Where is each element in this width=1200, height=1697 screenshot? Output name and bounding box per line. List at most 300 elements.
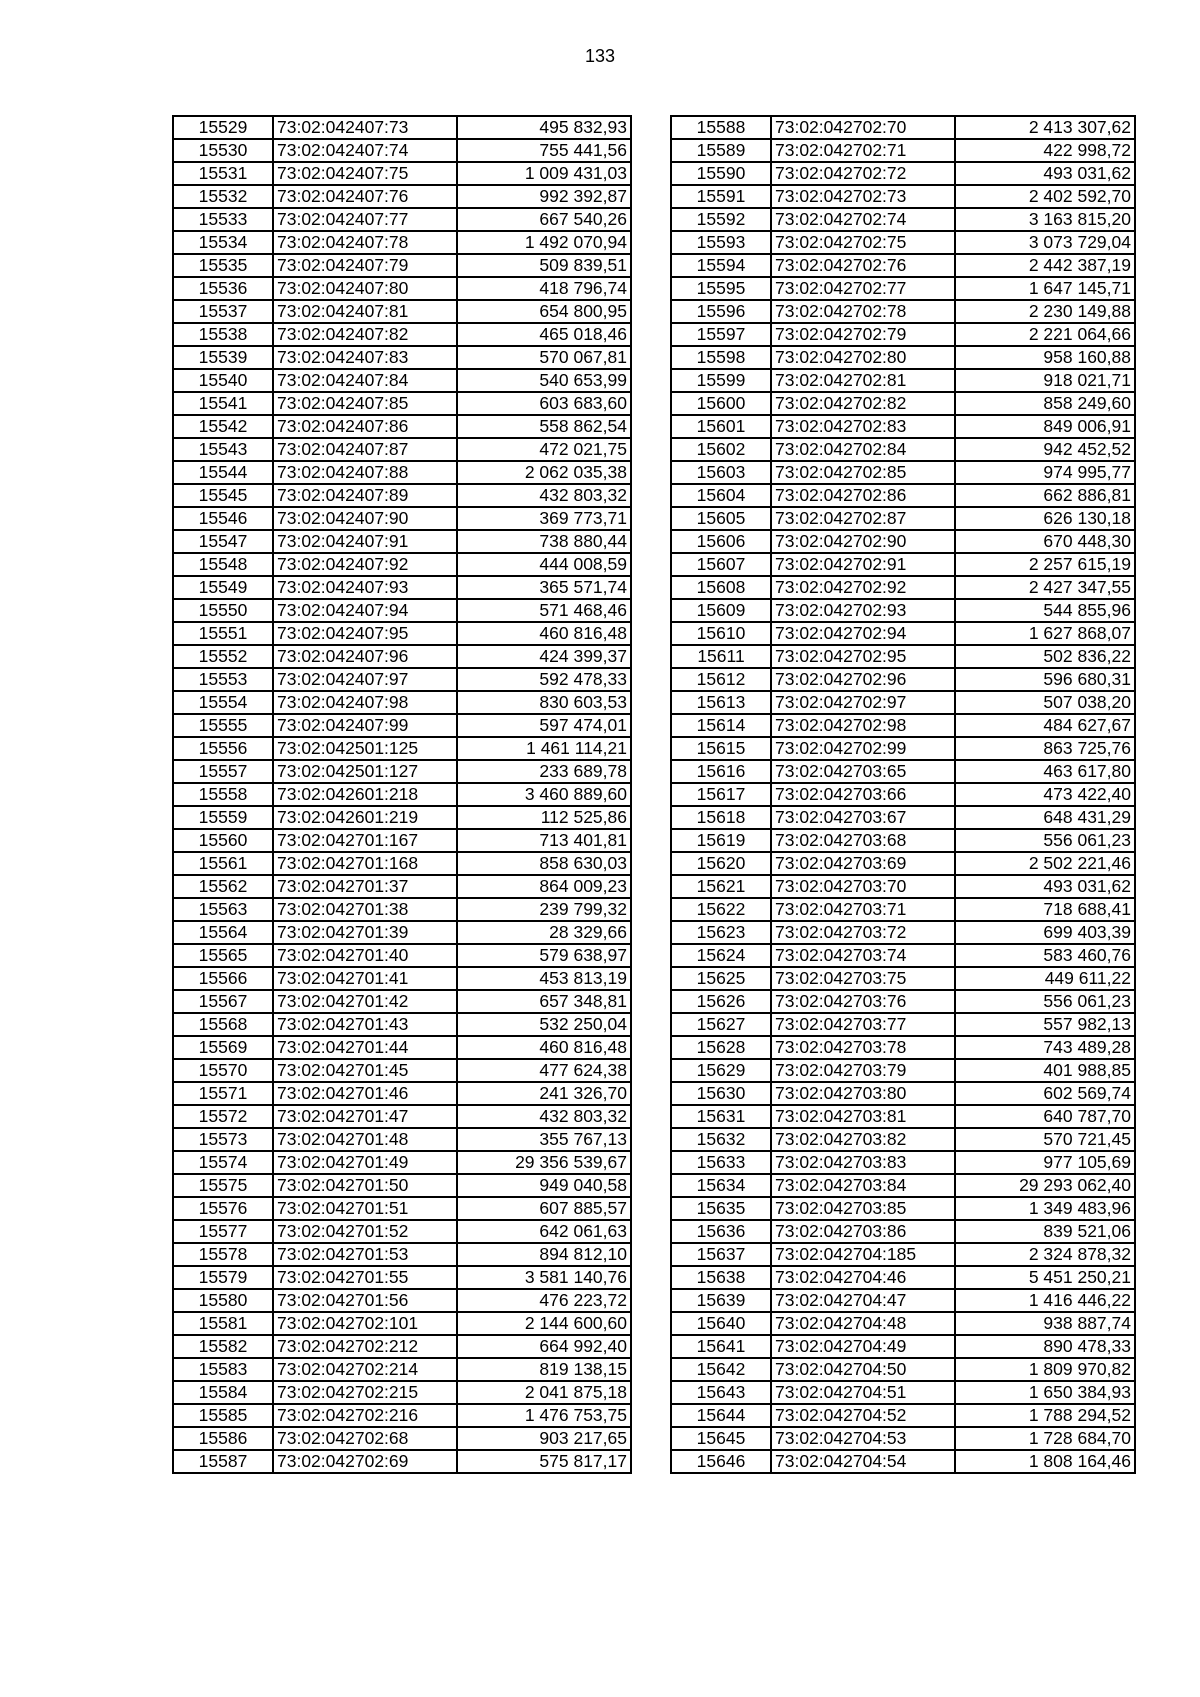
cadastral-number-cell: 73:02:042702:81	[771, 369, 955, 392]
row-number-cell: 15577	[173, 1220, 273, 1243]
table-row	[173, 852, 631, 875]
row-number-cell: 15615	[671, 737, 771, 760]
cadastral-value-cell: 424 399,37	[457, 645, 631, 668]
table-row	[671, 1151, 1135, 1174]
cadastral-number-cell: 73:02:042407:79	[273, 254, 457, 277]
row-number-cell: 15629	[671, 1059, 771, 1082]
cadastral-number-cell: 73:02:042702:84	[771, 438, 955, 461]
table-row	[173, 1358, 631, 1381]
table-row	[671, 461, 1135, 484]
cadastral-value-cell: 1 809 970,82	[955, 1358, 1135, 1381]
cadastral-number-cell: 73:02:042702:79	[771, 323, 955, 346]
cadastral-number-cell: 73:02:042702:93	[771, 599, 955, 622]
cadastral-value-cell: 890 478,33	[955, 1335, 1135, 1358]
table-row	[671, 714, 1135, 737]
table-row	[173, 1082, 631, 1105]
cadastral-value-cell: 642 061,63	[457, 1220, 631, 1243]
row-number-cell: 15573	[173, 1128, 273, 1151]
cadastral-value-cell: 476 223,72	[457, 1289, 631, 1312]
row-number-cell: 15584	[173, 1381, 273, 1404]
table-row	[173, 898, 631, 921]
cadastral-value-cell: 657 348,81	[457, 990, 631, 1013]
table-row	[671, 737, 1135, 760]
row-number-cell: 15619	[671, 829, 771, 852]
row-number-cell: 15607	[671, 553, 771, 576]
table-row	[173, 231, 631, 254]
row-number-cell: 15532	[173, 185, 273, 208]
cadastral-number-cell: 73:02:042702:95	[771, 645, 955, 668]
table-row	[173, 346, 631, 369]
cadastral-value-cell: 2 402 592,70	[955, 185, 1135, 208]
row-number-cell: 15646	[671, 1450, 771, 1473]
cadastral-number-cell: 73:02:042703:79	[771, 1059, 955, 1082]
table-row	[671, 944, 1135, 967]
cadastral-number-cell: 73:02:042701:40	[273, 944, 457, 967]
row-number-cell: 15563	[173, 898, 273, 921]
table-row	[173, 1128, 631, 1151]
cadastral-value-cell: 2 427 347,55	[955, 576, 1135, 599]
cadastral-value-cell: 540 653,99	[457, 369, 631, 392]
cadastral-value-cell: 1 650 384,93	[955, 1381, 1135, 1404]
cadastral-value-cell: 575 817,17	[457, 1450, 631, 1473]
table-row	[173, 1427, 631, 1450]
cadastral-value-cell: 654 800,95	[457, 300, 631, 323]
row-number-cell: 15627	[671, 1013, 771, 1036]
cadastral-value-cell: 2 041 875,18	[457, 1381, 631, 1404]
cadastral-number-cell: 73:02:042703:70	[771, 875, 955, 898]
row-number-cell: 15587	[173, 1450, 273, 1473]
cadastral-number-cell: 73:02:042702:68	[273, 1427, 457, 1450]
row-number-cell: 15576	[173, 1197, 273, 1220]
cadastral-number-cell: 73:02:042702:94	[771, 622, 955, 645]
cadastral-value-cell: 112 525,86	[457, 806, 631, 829]
cadastral-number-cell: 73:02:042701:51	[273, 1197, 457, 1220]
cadastral-value-cell: 502 836,22	[955, 645, 1135, 668]
cadastral-number-cell: 73:02:042703:85	[771, 1197, 955, 1220]
cadastral-value-cell: 3 073 729,04	[955, 231, 1135, 254]
table-row	[173, 1243, 631, 1266]
cadastral-number-cell: 73:02:042701:47	[273, 1105, 457, 1128]
table-row	[671, 231, 1135, 254]
row-number-cell: 15553	[173, 668, 273, 691]
table-row	[671, 921, 1135, 944]
cadastral-value-cell: 670 448,30	[955, 530, 1135, 553]
cadastral-number-cell: 73:02:042703:76	[771, 990, 955, 1013]
table-row	[173, 576, 631, 599]
cadastral-value-cell: 5 451 250,21	[955, 1266, 1135, 1289]
cadastral-value-cell: 1 416 446,22	[955, 1289, 1135, 1312]
row-number-cell: 15603	[671, 461, 771, 484]
row-number-cell: 15568	[173, 1013, 273, 1036]
table-row	[173, 1105, 631, 1128]
cadastral-number-cell: 73:02:042702:96	[771, 668, 955, 691]
cadastral-value-cell: 903 217,65	[457, 1427, 631, 1450]
table-row	[173, 162, 631, 185]
cadastral-value-cell: 849 006,91	[955, 415, 1135, 438]
cadastral-number-cell: 73:02:042407:94	[273, 599, 457, 622]
table-row	[671, 162, 1135, 185]
row-number-cell: 15589	[671, 139, 771, 162]
row-number-cell: 15605	[671, 507, 771, 530]
row-number-cell: 15611	[671, 645, 771, 668]
row-number-cell: 15562	[173, 875, 273, 898]
cadastral-value-cell: 830 603,53	[457, 691, 631, 714]
table-row	[671, 553, 1135, 576]
row-number-cell: 15554	[173, 691, 273, 714]
cadastral-value-cell: 2 221 064,66	[955, 323, 1135, 346]
row-number-cell: 15569	[173, 1036, 273, 1059]
cadastral-number-cell: 73:02:042702:72	[771, 162, 955, 185]
row-number-cell: 15593	[671, 231, 771, 254]
table-row	[671, 323, 1135, 346]
cadastral-number-cell: 73:02:042702:73	[771, 185, 955, 208]
cadastral-value-cell: 532 250,04	[457, 1013, 631, 1036]
table-row	[173, 668, 631, 691]
table-row	[173, 714, 631, 737]
table-row	[671, 1036, 1135, 1059]
cadastral-value-cell: 664 992,40	[457, 1335, 631, 1358]
cadastral-number-cell: 73:02:042702:212	[273, 1335, 457, 1358]
cadastral-value-cell: 2 230 149,88	[955, 300, 1135, 323]
table-row	[173, 944, 631, 967]
cadastral-number-cell: 73:02:042703:74	[771, 944, 955, 967]
cadastral-number-cell: 73:02:042703:83	[771, 1151, 955, 1174]
row-number-cell: 15599	[671, 369, 771, 392]
cadastral-value-cell: 918 021,71	[955, 369, 1135, 392]
cadastral-number-cell: 73:02:042701:41	[273, 967, 457, 990]
cadastral-number-cell: 73:02:042407:75	[273, 162, 457, 185]
row-number-cell: 15559	[173, 806, 273, 829]
table-row	[671, 760, 1135, 783]
cadastral-number-cell: 73:02:042407:80	[273, 277, 457, 300]
cadastral-number-cell: 73:02:042407:97	[273, 668, 457, 691]
cadastral-value-cell: 597 474,01	[457, 714, 631, 737]
row-number-cell: 15638	[671, 1266, 771, 1289]
row-number-cell: 15618	[671, 806, 771, 829]
table-row	[671, 898, 1135, 921]
table-row	[671, 967, 1135, 990]
table-row	[173, 1450, 631, 1473]
cadastral-value-cell: 1 647 145,71	[955, 277, 1135, 300]
row-number-cell: 15614	[671, 714, 771, 737]
table-row	[173, 415, 631, 438]
cadastral-value-cell: 648 431,29	[955, 806, 1135, 829]
table-row	[173, 829, 631, 852]
cadastral-number-cell: 73:02:042701:43	[273, 1013, 457, 1036]
cadastral-value-cell: 477 624,38	[457, 1059, 631, 1082]
table-row	[173, 599, 631, 622]
cadastral-number-cell: 73:02:042703:65	[771, 760, 955, 783]
cadastral-value-cell: 355 767,13	[457, 1128, 631, 1151]
cadastral-value-cell: 460 816,48	[457, 622, 631, 645]
cadastral-number-cell: 73:02:042702:90	[771, 530, 955, 553]
cadastral-value-cell: 418 796,74	[457, 277, 631, 300]
cadastral-number-cell: 73:02:042703:81	[771, 1105, 955, 1128]
row-number-cell: 15622	[671, 898, 771, 921]
row-number-cell: 15535	[173, 254, 273, 277]
cadastral-value-cell: 958 160,88	[955, 346, 1135, 369]
row-number-cell: 15602	[671, 438, 771, 461]
row-number-cell: 15640	[671, 1312, 771, 1335]
cadastral-number-cell: 73:02:042703:80	[771, 1082, 955, 1105]
cadastral-value-cell: 233 689,78	[457, 760, 631, 783]
row-number-cell: 15575	[173, 1174, 273, 1197]
cadastral-value-cell: 602 569,74	[955, 1082, 1135, 1105]
cadastral-value-cell: 2 144 600,60	[457, 1312, 631, 1335]
table-row	[671, 277, 1135, 300]
row-number-cell: 15551	[173, 622, 273, 645]
table-row	[671, 1289, 1135, 1312]
cadastral-value-cell: 484 627,67	[955, 714, 1135, 737]
cadastral-number-cell: 73:02:042703:82	[771, 1128, 955, 1151]
cadastral-value-cell: 858 630,03	[457, 852, 631, 875]
row-number-cell: 15636	[671, 1220, 771, 1243]
table-row	[173, 1036, 631, 1059]
cadastral-number-cell: 73:02:042704:53	[771, 1427, 955, 1450]
cadastral-number-cell: 73:02:042701:49	[273, 1151, 457, 1174]
cadastral-number-cell: 73:02:042407:76	[273, 185, 457, 208]
cadastral-value-cell: 3 163 815,20	[955, 208, 1135, 231]
cadastral-value-cell: 444 008,59	[457, 553, 631, 576]
row-number-cell: 15610	[671, 622, 771, 645]
cadastral-number-cell: 73:02:042407:88	[273, 461, 457, 484]
row-number-cell: 15541	[173, 392, 273, 415]
table-row	[671, 691, 1135, 714]
cadastral-value-cell: 743 489,28	[955, 1036, 1135, 1059]
cadastral-table-left	[172, 115, 632, 1474]
cadastral-number-cell: 73:02:042703:78	[771, 1036, 955, 1059]
cadastral-number-cell: 73:02:042703:69	[771, 852, 955, 875]
table-row	[671, 668, 1135, 691]
row-number-cell: 15530	[173, 139, 273, 162]
table-row	[173, 1151, 631, 1174]
row-number-cell: 15643	[671, 1381, 771, 1404]
row-number-cell: 15588	[671, 116, 771, 139]
table-row	[671, 576, 1135, 599]
table-row	[671, 1381, 1135, 1404]
row-number-cell: 15642	[671, 1358, 771, 1381]
cadastral-number-cell: 73:02:042704:54	[771, 1450, 955, 1473]
cadastral-value-cell: 992 392,87	[457, 185, 631, 208]
cadastral-number-cell: 73:02:042702:214	[273, 1358, 457, 1381]
cadastral-value-cell: 949 040,58	[457, 1174, 631, 1197]
row-number-cell: 15537	[173, 300, 273, 323]
cadastral-number-cell: 73:02:042601:219	[273, 806, 457, 829]
table-row	[671, 185, 1135, 208]
table-row	[173, 1312, 631, 1335]
table-row	[173, 645, 631, 668]
row-number-cell: 15567	[173, 990, 273, 1013]
row-number-cell: 15641	[671, 1335, 771, 1358]
row-number-cell: 15534	[173, 231, 273, 254]
cadastral-number-cell: 73:02:042704:50	[771, 1358, 955, 1381]
table-row	[173, 553, 631, 576]
row-number-cell: 15543	[173, 438, 273, 461]
table-row	[173, 1335, 631, 1358]
row-number-cell: 15630	[671, 1082, 771, 1105]
table-row	[173, 530, 631, 553]
cadastral-value-cell: 667 540,26	[457, 208, 631, 231]
row-number-cell: 15617	[671, 783, 771, 806]
row-number-cell: 15533	[173, 208, 273, 231]
table-row	[173, 1289, 631, 1312]
row-number-cell: 15560	[173, 829, 273, 852]
row-number-cell: 15625	[671, 967, 771, 990]
table-row	[173, 783, 631, 806]
cadastral-value-cell: 858 249,60	[955, 392, 1135, 415]
cadastral-number-cell: 73:02:042407:87	[273, 438, 457, 461]
table-row	[173, 323, 631, 346]
table-row	[671, 507, 1135, 530]
table-row	[173, 254, 631, 277]
cadastral-value-cell: 596 680,31	[955, 668, 1135, 691]
cadastral-value-cell: 863 725,76	[955, 737, 1135, 760]
cadastral-number-cell: 73:02:042702:80	[771, 346, 955, 369]
cadastral-number-cell: 73:02:042701:46	[273, 1082, 457, 1105]
cadastral-value-cell: 365 571,74	[457, 576, 631, 599]
cadastral-number-cell: 73:02:042702:99	[771, 737, 955, 760]
cadastral-number-cell: 73:02:042704:52	[771, 1404, 955, 1427]
cadastral-value-cell: 472 021,75	[457, 438, 631, 461]
cadastral-value-cell: 2 062 035,38	[457, 461, 631, 484]
row-number-cell: 15578	[173, 1243, 273, 1266]
table-row	[173, 1059, 631, 1082]
cadastral-value-cell: 662 886,81	[955, 484, 1135, 507]
row-number-cell: 15531	[173, 162, 273, 185]
row-number-cell: 15598	[671, 346, 771, 369]
table-row	[671, 369, 1135, 392]
row-number-cell: 15566	[173, 967, 273, 990]
cadastral-number-cell: 73:02:042407:86	[273, 415, 457, 438]
cadastral-number-cell: 73:02:042703:77	[771, 1013, 955, 1036]
table-row	[173, 507, 631, 530]
cadastral-value-cell: 473 422,40	[955, 783, 1135, 806]
cadastral-number-cell: 73:02:042704:48	[771, 1312, 955, 1335]
cadastral-number-cell: 73:02:042407:98	[273, 691, 457, 714]
row-number-cell: 15529	[173, 116, 273, 139]
row-number-cell: 15539	[173, 346, 273, 369]
cadastral-number-cell: 73:02:042701:55	[273, 1266, 457, 1289]
row-number-cell: 15631	[671, 1105, 771, 1128]
row-number-cell: 15546	[173, 507, 273, 530]
table-row	[173, 875, 631, 898]
row-number-cell: 15545	[173, 484, 273, 507]
cadastral-number-cell: 73:02:042701:48	[273, 1128, 457, 1151]
cadastral-value-cell: 556 061,23	[955, 990, 1135, 1013]
row-number-cell: 15626	[671, 990, 771, 1013]
cadastral-value-cell: 839 521,06	[955, 1220, 1135, 1243]
cadastral-value-cell: 239 799,32	[457, 898, 631, 921]
cadastral-number-cell: 73:02:042702:101	[273, 1312, 457, 1335]
cadastral-value-cell: 432 803,32	[457, 484, 631, 507]
table-row	[671, 1220, 1135, 1243]
cadastral-number-cell: 73:02:042702:85	[771, 461, 955, 484]
row-number-cell: 15644	[671, 1404, 771, 1427]
row-number-cell: 15565	[173, 944, 273, 967]
cadastral-value-cell: 1 808 164,46	[955, 1450, 1135, 1473]
cadastral-value-cell: 495 832,93	[457, 116, 631, 139]
cadastral-number-cell: 73:02:042407:93	[273, 576, 457, 599]
table-row	[671, 1450, 1135, 1473]
row-number-cell: 15628	[671, 1036, 771, 1059]
table-row	[173, 1197, 631, 1220]
row-number-cell: 15613	[671, 691, 771, 714]
cadastral-number-cell: 73:02:042407:92	[273, 553, 457, 576]
table-row	[671, 829, 1135, 852]
cadastral-number-cell: 73:02:042701:167	[273, 829, 457, 852]
table-row	[173, 1174, 631, 1197]
cadastral-value-cell: 626 130,18	[955, 507, 1135, 530]
row-number-cell: 15621	[671, 875, 771, 898]
cadastral-number-cell: 73:02:042703:71	[771, 898, 955, 921]
cadastral-number-cell: 73:02:042702:75	[771, 231, 955, 254]
row-number-cell: 15600	[671, 392, 771, 415]
row-number-cell: 15557	[173, 760, 273, 783]
table-row	[671, 1013, 1135, 1036]
row-number-cell: 15561	[173, 852, 273, 875]
row-number-cell: 15555	[173, 714, 273, 737]
row-number-cell: 15639	[671, 1289, 771, 1312]
cadastral-number-cell: 73:02:042702:71	[771, 139, 955, 162]
table-row	[173, 622, 631, 645]
cadastral-number-cell: 73:02:042702:76	[771, 254, 955, 277]
row-number-cell: 15612	[671, 668, 771, 691]
cadastral-value-cell: 571 468,46	[457, 599, 631, 622]
row-number-cell: 15633	[671, 1151, 771, 1174]
cadastral-number-cell: 73:02:042703:66	[771, 783, 955, 806]
cadastral-number-cell: 73:02:042702:87	[771, 507, 955, 530]
cadastral-number-cell: 73:02:042501:127	[273, 760, 457, 783]
table-row	[671, 1105, 1135, 1128]
table-row	[173, 461, 631, 484]
cadastral-value-cell: 369 773,71	[457, 507, 631, 530]
cadastral-number-cell: 73:02:042407:91	[273, 530, 457, 553]
row-number-cell: 15635	[671, 1197, 771, 1220]
cadastral-value-cell: 29 356 539,67	[457, 1151, 631, 1174]
cadastral-number-cell: 73:02:042704:49	[771, 1335, 955, 1358]
row-number-cell: 15585	[173, 1404, 273, 1427]
table-row	[173, 1220, 631, 1243]
row-number-cell: 15604	[671, 484, 771, 507]
cadastral-number-cell: 73:02:042702:215	[273, 1381, 457, 1404]
cadastral-value-cell: 493 031,62	[955, 162, 1135, 185]
table-row	[671, 530, 1135, 553]
table-row	[173, 438, 631, 461]
row-number-cell: 15549	[173, 576, 273, 599]
table-row	[173, 967, 631, 990]
cadastral-value-cell: 241 326,70	[457, 1082, 631, 1105]
table-row	[671, 875, 1135, 898]
cadastral-number-cell: 73:02:042704:185	[771, 1243, 955, 1266]
cadastral-number-cell: 73:02:042407:83	[273, 346, 457, 369]
cadastral-value-cell: 718 688,41	[955, 898, 1135, 921]
cadastral-value-cell: 640 787,70	[955, 1105, 1135, 1128]
cadastral-number-cell: 73:02:042702:97	[771, 691, 955, 714]
table-row	[671, 346, 1135, 369]
cadastral-table-right	[670, 115, 1136, 1474]
row-number-cell: 15556	[173, 737, 273, 760]
cadastral-value-cell: 1 627 868,07	[955, 622, 1135, 645]
cadastral-value-cell: 974 995,77	[955, 461, 1135, 484]
cadastral-value-cell: 463 617,80	[955, 760, 1135, 783]
cadastral-value-cell: 603 683,60	[457, 392, 631, 415]
table-row	[173, 1404, 631, 1427]
table-row	[671, 783, 1135, 806]
row-number-cell: 15536	[173, 277, 273, 300]
cadastral-value-cell: 1 476 753,75	[457, 1404, 631, 1427]
cadastral-value-cell: 422 998,72	[955, 139, 1135, 162]
table-row	[671, 599, 1135, 622]
